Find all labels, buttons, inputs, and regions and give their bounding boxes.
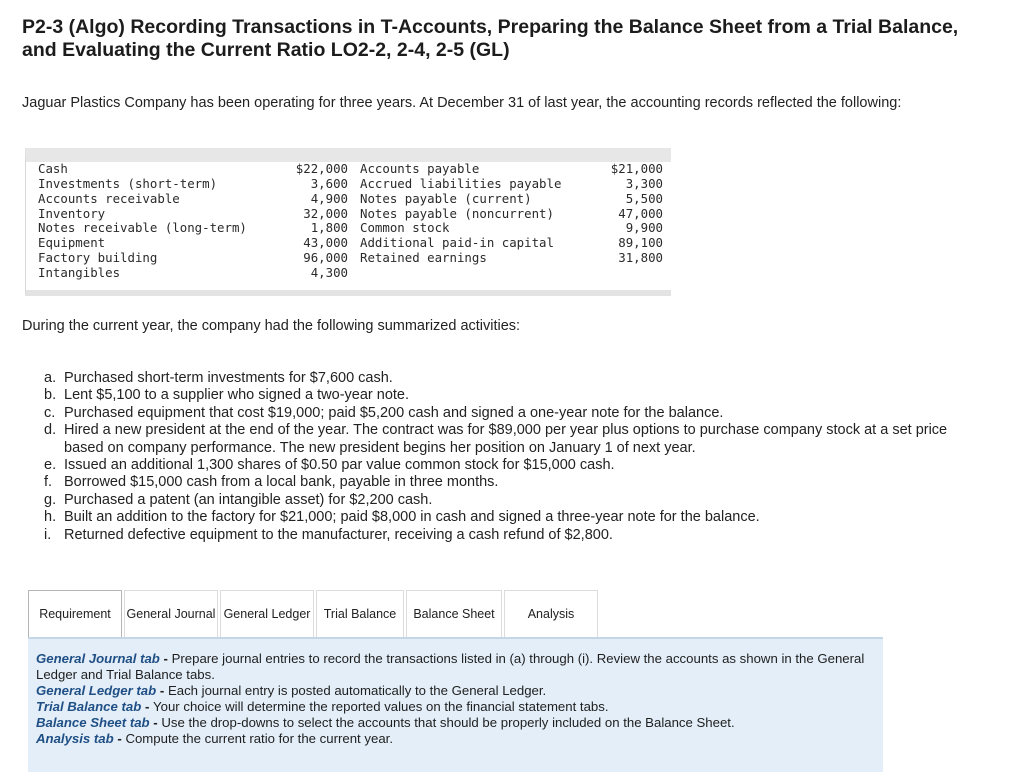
asset-account-amount: 4,300: [310, 264, 348, 280]
liability-equity-account-label: Notes payable (current): [360, 190, 532, 206]
liability-equity-account-amount: 31,800: [618, 250, 663, 266]
instruction-tab-name: Analysis tab: [36, 731, 114, 746]
liability-equity-account-amount: 3,300: [625, 175, 663, 191]
ledger-row: [38, 251, 663, 266]
ledger-row: [38, 192, 663, 207]
activity-letter: h.: [44, 509, 57, 526]
liability-equity-account-label: Additional paid-in capital: [360, 235, 554, 251]
asset-account-label: Accounts receivable: [38, 190, 180, 206]
instruction-text: Prepare journal entries to record the transactions listed in (a) through (i). Review the accounts as shown in the General Ledger and Trial Balance tabs.: [36, 651, 865, 682]
activities-intro: During the current year, the company had the following summarized activities:: [22, 318, 521, 334]
tab-bar: [28, 590, 598, 638]
liability-equity-account-amount: 9,900: [625, 220, 663, 236]
activity-item: [44, 405, 984, 422]
liability-equity-account-amount: 5,500: [625, 190, 663, 206]
asset-account-label: Notes receivable (long-term): [38, 220, 247, 236]
tab-trial-balance[interactable]: Trial Balance: [316, 590, 404, 638]
activity-item: [44, 474, 984, 491]
activity-text: Lent $5,100 to a supplier who signed a two-year note.: [64, 387, 410, 404]
asset-account-amount: 32,000: [303, 205, 348, 221]
asset-account-label: Factory building: [38, 250, 158, 266]
activity-text: Returned defective equipment to the manufacturer, receiving a cash refund of $2,800.: [64, 526, 613, 543]
instruction-tab-name: Balance Sheet tab: [36, 715, 150, 730]
activity-text: Built an addition to the factory for $21,000; paid $8,000 in cash and signed a three-year note for the balance.: [64, 509, 760, 526]
liability-equity-account-amount: $21,000: [610, 161, 663, 176]
instruction-separator: -: [156, 683, 168, 698]
instruction-tab-name: General Ledger tab: [36, 683, 157, 698]
tab-balance-sheet[interactable]: Balance Sheet: [406, 590, 502, 638]
tab-general-journal[interactable]: General Journal: [124, 590, 218, 638]
liability-equity-account-label: [360, 266, 595, 281]
instruction-separator: -: [141, 699, 154, 714]
instruction-text: Use the drop-downs to select the accounts that should be properly included on the Balance Sheet.: [161, 715, 735, 730]
asset-account-label: Equipment: [38, 235, 106, 251]
requirement-panel: [28, 637, 883, 772]
asset-account-amount: $22,000: [295, 161, 348, 176]
activity-letter: i.: [44, 526, 52, 543]
instruction-row: [36, 699, 875, 715]
ledger-row: [38, 236, 663, 251]
ledger-row: [38, 177, 663, 192]
instruction-tab-name: General Journal tab: [36, 651, 160, 666]
asset-account-amount: 1,800: [310, 220, 348, 236]
liability-equity-account-label: Common stock: [360, 220, 450, 236]
activity-text: Issued an additional 1,300 shares of $0.50 par value common stock for $15,000 cash.: [64, 457, 615, 474]
activity-letter: g.: [44, 491, 57, 508]
activity-letter: f.: [44, 474, 53, 491]
activity-item: [44, 492, 984, 509]
activity-item: [44, 370, 984, 387]
asset-account-label: Inventory: [38, 205, 106, 221]
liability-equity-account-label: Accounts payable: [360, 161, 480, 176]
activity-letter: a.: [44, 370, 57, 386]
asset-account-amount: 4,900: [310, 190, 348, 206]
activity-letter: c.: [44, 404, 56, 421]
instruction-text: Your choice will determine the reported values on the financial statement tabs.: [153, 699, 609, 714]
activity-letter: b.: [44, 387, 57, 404]
activity-item: [44, 422, 984, 457]
opening-balances-table-container: [25, 148, 671, 296]
instruction-separator: -: [113, 731, 126, 746]
liability-equity-account-amount: 47,000: [618, 205, 663, 221]
intro-text: Jaguar Plastics Company has been operating for three years. At December 31 of last year, the accounting records reflected the following:: [22, 95, 902, 111]
activity-item: [44, 527, 984, 544]
ledger-row: [38, 162, 663, 177]
activity-text: Borrowed $15,000 cash from a local bank, payable in three months.: [64, 474, 499, 491]
ledger-row: [38, 266, 663, 281]
instruction-row: [36, 651, 875, 683]
liability-equity-account-label: Notes payable (noncurrent): [360, 205, 554, 221]
asset-account-label: Investments (short-term): [38, 175, 218, 191]
activity-letter: d.: [44, 422, 57, 439]
activity-item: [44, 509, 984, 526]
asset-account-amount: 3,600: [310, 175, 348, 191]
liability-equity-account-amount: [595, 266, 663, 281]
instruction-separator: -: [159, 651, 172, 666]
activity-item: [44, 457, 984, 474]
activity-text: Purchased a patent (an intangible asset) for $2,200 cash.: [64, 491, 433, 508]
asset-account-amount: 96,000: [303, 250, 348, 266]
activity-letter: e.: [44, 457, 57, 474]
opening-balances-table: [38, 162, 663, 281]
instruction-tab-name: Trial Balance tab: [36, 699, 142, 714]
instruction-row: [36, 731, 875, 747]
tab-general-ledger[interactable]: General Ledger: [220, 590, 314, 638]
ledger-row: [38, 207, 663, 222]
instruction-row: [36, 683, 875, 699]
activity-item: [44, 387, 984, 404]
asset-account-label: Cash: [38, 161, 68, 176]
liability-equity-account-label: Accrued liabilities payable: [360, 175, 562, 191]
tab-requirement[interactable]: Requirement: [28, 590, 122, 638]
asset-account-amount: 43,000: [303, 235, 348, 251]
ledger-row: [38, 221, 663, 236]
page-title: P2-3 (Algo) Recording Transactions in T-Accounts, Preparing the Balance Sheet from a Trial Balance, and Evaluating the Current Ratio LO2-2, 2-4, 2-5 (GL): [22, 16, 959, 61]
instruction-text: Each journal entry is posted automatically to the General Ledger.: [167, 683, 547, 698]
activity-text: Hired a new president at the end of the year. The contract was for $89,000 per year plus options to purchase company stock at a set price based on company performance. The new president begins her position on January 1 of next year.: [64, 422, 948, 456]
activity-text: Purchased short-term investments for $7,600 cash.: [64, 370, 393, 386]
liability-equity-account-label: Retained earnings: [360, 250, 487, 266]
instruction-row: [36, 715, 875, 731]
instruction-text: Compute the current ratio for the current year.: [125, 731, 393, 746]
activities-list: [44, 370, 984, 544]
activity-text: Purchased equipment that cost $19,000; paid $5,200 cash and signed a one-year note for the balance.: [64, 404, 724, 421]
instruction-separator: -: [149, 715, 162, 730]
liability-equity-account-amount: 89,100: [618, 235, 663, 251]
asset-account-label: Intangibles: [38, 264, 121, 280]
tab-analysis[interactable]: Analysis: [504, 590, 598, 638]
